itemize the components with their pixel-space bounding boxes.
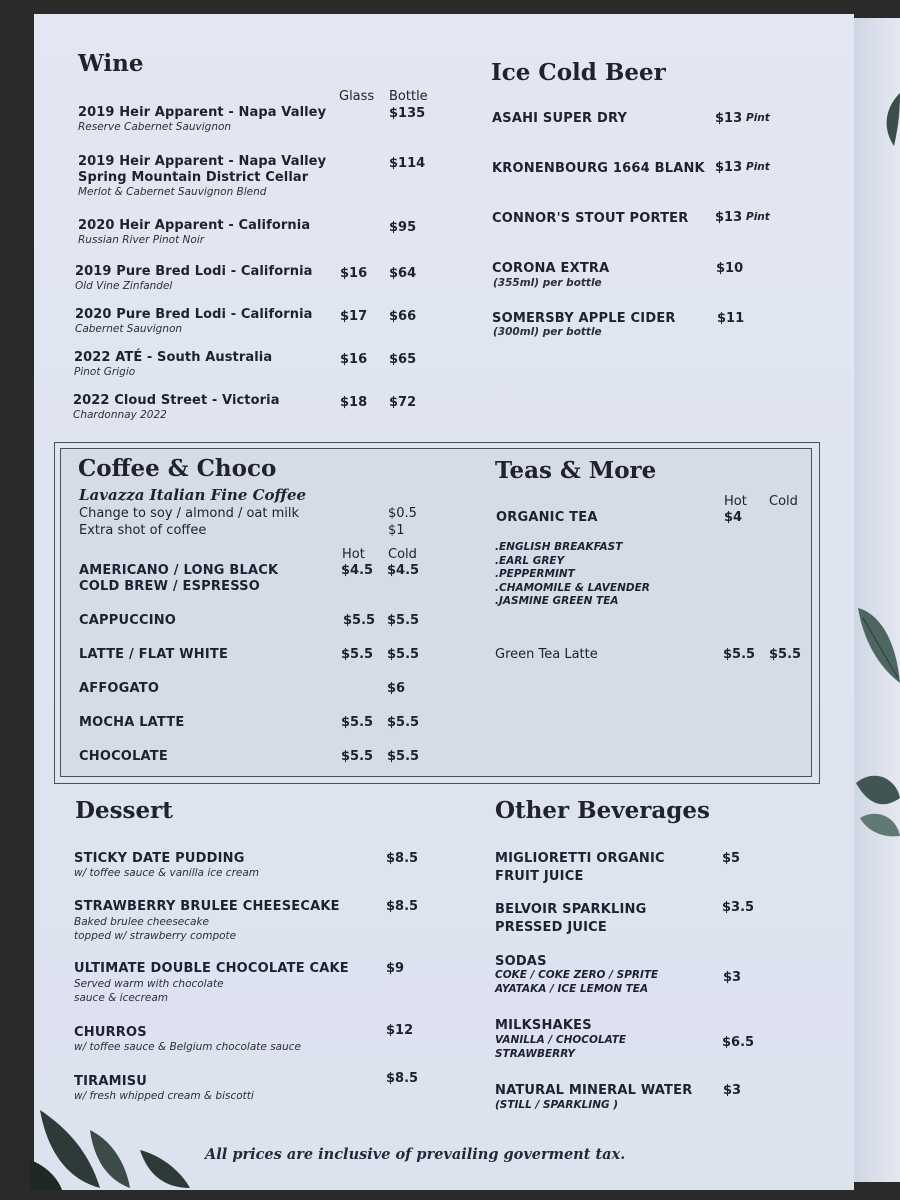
beer-item-price: $10 — [716, 261, 744, 276]
beer-heading: Ice Cold Beer — [491, 59, 666, 86]
teas-cold-column-header: Cold — [769, 494, 798, 509]
coffee-cold-price: $5.5 — [387, 647, 420, 662]
coffee-item-name: MOCHA LATTE — [79, 715, 185, 730]
tea-variety: .ENGLISH BREAKFAST — [495, 541, 623, 553]
dessert-item-name: STICKY DATE PUDDING — [74, 851, 245, 866]
wine-bottle-price: $64 — [389, 266, 417, 281]
beverage-item-price: $3 — [723, 1083, 742, 1098]
leaf-decoration-icon — [856, 768, 900, 838]
coffee-hot-column-header: Hot — [342, 547, 365, 562]
wine-bottle-price: $72 — [389, 395, 417, 410]
wine-glass-price: $16 — [340, 352, 368, 367]
wine-item-desc: Reserve Cabernet Sauvignon — [78, 121, 232, 133]
green-tea-latte-name: Green Tea Latte — [495, 647, 598, 662]
dessert-item-price: $9 — [386, 961, 405, 976]
tea-variety: .EARL GREY — [495, 554, 565, 567]
beverage-item-name-line2: FRUIT JUICE — [495, 869, 584, 884]
coffee-extra-label: Change to soy / almond / oat milk — [79, 506, 300, 521]
dessert-item-name: ULTIMATE DOUBLE CHOCOLATE CAKE — [74, 961, 349, 976]
beverage-item-name: BELVOIR SPARKLING — [495, 902, 647, 917]
beer-item-price: $13 — [715, 210, 743, 225]
beer-item-name: KRONENBOURG 1664 BLANK — [492, 161, 705, 176]
dessert-item-name: TIRAMISU — [74, 1074, 148, 1089]
beer-item-unit: Pint — [746, 112, 770, 124]
dessert-item-desc: Served warm with chocolate — [74, 978, 224, 990]
beer-item-desc: (355ml) per bottle — [493, 277, 602, 289]
coffee-item-name: AMERICANO / LONG BLACK — [79, 563, 279, 578]
organic-tea-hot-price: $4 — [724, 510, 743, 525]
wine-bottle-column-header: Bottle — [389, 89, 428, 104]
coffee-extra-price: $0.5 — [388, 506, 417, 521]
beverage-item-price: $3 — [723, 970, 742, 985]
wine-glass-price: $17 — [340, 309, 368, 324]
coffee-item-name: LATTE / FLAT WHITE — [79, 647, 229, 662]
beverage-item-desc: COKE / COKE ZERO / SPRITE — [495, 969, 659, 981]
beer-item-price: $13 — [715, 111, 743, 126]
tea-variety: .CHAMOMILE & LAVENDER — [495, 581, 650, 594]
wine-bottle-price: $65 — [389, 352, 417, 367]
wine-item-name: 2019 Pure Bred Lodi - California — [75, 264, 313, 279]
beer-item-name: CONNOR'S STOUT PORTER — [492, 211, 689, 226]
adjacent-page-edge — [852, 18, 900, 1182]
dessert-item-desc: w/ toffee sauce & Belgium chocolate sauce — [74, 1041, 301, 1053]
coffee-extra-price: $1 — [388, 523, 405, 538]
coffee-hot-price: $5.5 — [341, 749, 374, 764]
wine-item-name: 2019 Heir Apparent - Napa Valley — [78, 154, 327, 169]
coffee-hot-price: $5.5 — [341, 715, 374, 730]
dessert-item-price: $12 — [386, 1023, 414, 1038]
wine-glass-column-header: Glass — [339, 89, 375, 104]
wine-glass-price: $18 — [340, 395, 368, 410]
green-tea-latte-cold-price: $5.5 — [769, 647, 802, 662]
beverage-item-desc: STRAWBERRY — [495, 1048, 575, 1060]
beverage-item-name: MILKSHAKES — [495, 1018, 592, 1033]
wine-bottle-price: $66 — [389, 309, 417, 324]
dessert-item-desc: topped w/ strawberry compote — [74, 930, 237, 942]
wine-item-desc: Pinot Grigio — [74, 366, 136, 378]
beverage-item-price: $5 — [722, 851, 741, 866]
dessert-item-desc: w/ toffee sauce & vanilla ice cream — [74, 867, 260, 879]
beer-item-unit: Pint — [746, 161, 770, 173]
wine-item-name: 2022 Cloud Street - Victoria — [73, 393, 280, 408]
coffee-cold-price: $5.5 — [387, 715, 420, 730]
wine-item-name: 2020 Pure Bred Lodi - California — [75, 307, 313, 322]
coffee-item-name: CAPPUCCINO — [79, 613, 177, 628]
beverage-item-price: $3.5 — [722, 900, 755, 915]
wine-item-name: 2020 Heir Apparent - California — [78, 218, 311, 233]
beverage-item-name: MIGLIORETTI ORGANIC — [495, 851, 665, 866]
leaf-decoration-icon — [858, 598, 900, 688]
coffee-item-name: CHOCOLATE — [79, 749, 168, 764]
beverage-item-name-line2: PRESSED JUICE — [495, 920, 608, 935]
beverage-item-price: $6.5 — [722, 1035, 755, 1050]
beer-item-name: CORONA EXTRA — [492, 261, 610, 276]
beer-item-price: $13 — [715, 160, 743, 175]
coffee-heading: Coffee & Choco — [78, 455, 277, 482]
coffee-cold-column-header: Cold — [388, 547, 417, 562]
wine-heading: Wine — [78, 50, 144, 77]
beverage-item-name: NATURAL MINERAL WATER — [495, 1083, 693, 1098]
wine-item-desc: Russian River Pinot Noir — [78, 234, 205, 246]
coffee-hot-price: $5.5 — [343, 613, 376, 628]
wine-item-desc: Chardonnay 2022 — [73, 409, 167, 421]
wine-item-desc: Merlot & Cabernet Sauvignon Blend — [78, 186, 267, 198]
coffee-hot-price: $4.5 — [341, 563, 374, 578]
dessert-item-name: CHURROS — [74, 1025, 147, 1040]
other-beverages-heading: Other Beverages — [495, 797, 710, 824]
beer-item-unit: Pint — [746, 211, 770, 223]
coffee-item-name: AFFOGATO — [79, 681, 160, 696]
wine-item-desc: Old Vine Zinfandel — [75, 280, 173, 292]
wine-bottle-price: $95 — [389, 220, 417, 235]
beer-item-price: $11 — [717, 311, 745, 326]
coffee-cold-price: $4.5 — [387, 563, 420, 578]
teas-hot-column-header: Hot — [724, 494, 747, 509]
dessert-item-price: $8.5 — [386, 899, 419, 914]
coffee-cold-price: $6 — [387, 681, 406, 696]
wine-item-desc: Cabernet Sauvignon — [75, 323, 183, 335]
coffee-subtitle: Lavazza Italian Fine Coffee — [79, 486, 307, 504]
teas-heading: Teas & More — [495, 457, 657, 484]
wine-glass-price: $16 — [340, 266, 368, 281]
green-tea-latte-hot-price: $5.5 — [723, 647, 756, 662]
dessert-item-desc: w/ fresh whipped cream & biscotti — [74, 1090, 254, 1102]
wine-bottle-price: $135 — [389, 106, 426, 121]
beverage-item-desc: AYATAKA / ICE LEMON TEA — [495, 983, 649, 995]
beverage-item-desc: VANILLA / CHOCOLATE — [495, 1034, 627, 1046]
dessert-item-name: STRAWBERRY BRULEE CHEESECAKE — [74, 899, 340, 914]
tax-footer-note: All prices are inclusive of prevailing goverment tax. — [205, 1146, 626, 1163]
leaf-decoration-icon — [880, 88, 900, 148]
beer-item-desc: (300ml) per bottle — [493, 326, 602, 338]
coffee-extra-label: Extra shot of coffee — [79, 523, 207, 538]
beer-item-name: SOMERSBY APPLE CIDER — [492, 311, 676, 326]
dessert-item-price: $8.5 — [386, 1071, 419, 1086]
beverage-item-desc: (STILL / SPARKLING ) — [495, 1099, 619, 1111]
wine-item-name: 2022 ATÉ - South Australia — [74, 350, 273, 365]
beverage-item-name: SODAS — [495, 954, 547, 969]
dessert-heading: Dessert — [75, 797, 173, 824]
coffee-cold-price: $5.5 — [387, 613, 420, 628]
coffee-cold-price: $5.5 — [387, 749, 420, 764]
dessert-item-desc: Baked brulee cheesecake — [74, 916, 210, 928]
tea-variety: .JASMINE GREEN TEA — [495, 595, 619, 607]
dessert-item-price: $8.5 — [386, 851, 419, 866]
dessert-item-desc: sauce & icecream — [74, 992, 169, 1004]
wine-item-name: 2019 Heir Apparent - Napa Valley — [78, 105, 327, 120]
leaf-decoration-icon — [30, 1100, 200, 1190]
tea-variety: .PEPPERMINT — [495, 568, 575, 580]
beer-item-name: ASAHI SUPER DRY — [492, 111, 628, 126]
wine-item-name-line2: Spring Mountain District Cellar — [78, 170, 309, 185]
wine-bottle-price: $114 — [389, 156, 426, 171]
organic-tea-name: ORGANIC TEA — [496, 510, 598, 525]
coffee-item-name-line2: COLD BREW / ESPRESSO — [79, 579, 260, 594]
coffee-hot-price: $5.5 — [341, 647, 374, 662]
